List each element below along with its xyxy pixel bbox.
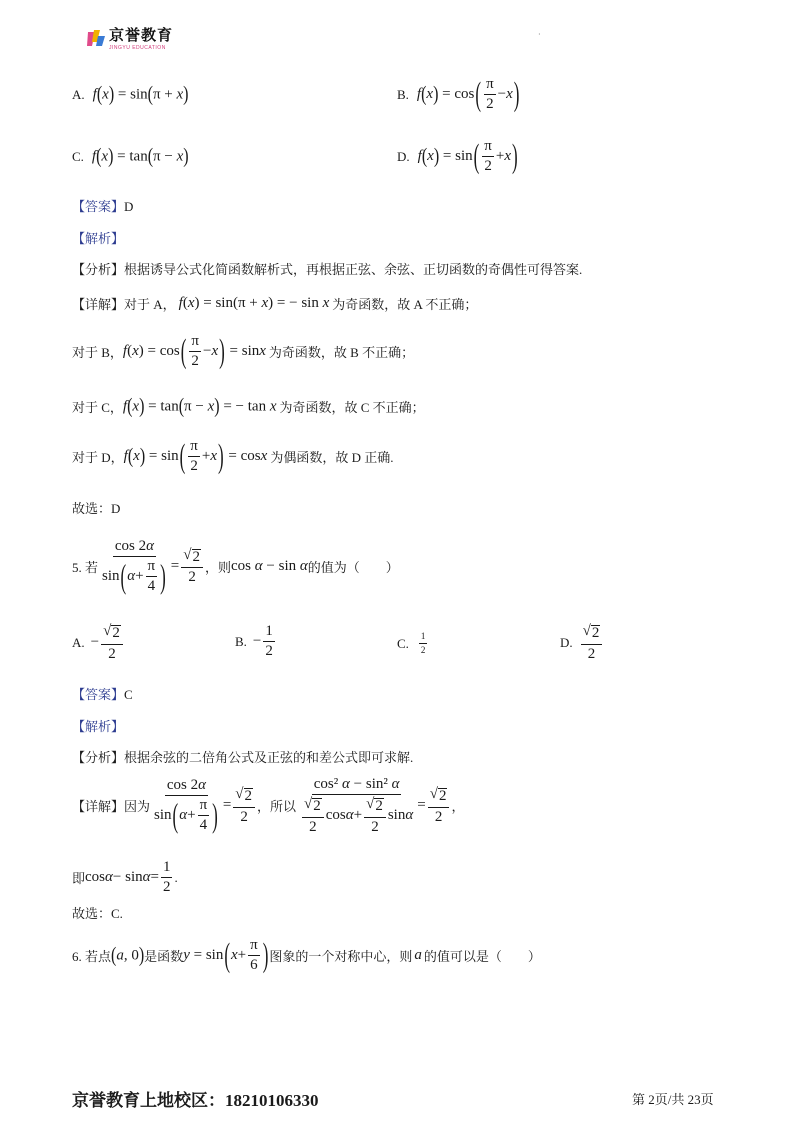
q4-option-a: A. f(x) = sin(π + x)	[72, 82, 189, 106]
page-number: 第 2页/共 23页	[632, 1092, 714, 1107]
q5-result: 即 cos α − sin α = $\frac{1}{2}$ .	[72, 859, 178, 895]
q4-option-d: D. f ( x ) = sin ( $\frac{\pi}{2}$ + x )	[397, 136, 518, 175]
q4-conclusion: 故选：D	[72, 501, 121, 516]
q4-option-c: C. f(x) = tan(π − x)	[72, 144, 189, 168]
q5-stem: 5. 若 cos 2α sin ( α + $\frac{\pi}{4}$ ) = √ 2 2 ，则 cos α − sin α 的值为（ ）	[72, 538, 399, 596]
q5-option-a: A. − √ 2 2	[72, 624, 125, 662]
logo-text: 京誉教育	[109, 27, 174, 44]
q5-analysis-tag: 【解析】	[72, 719, 125, 734]
q5-option-c: C. $\frac{1}{2}$	[397, 631, 426, 655]
header-dot: ·	[538, 30, 541, 39]
q4-option-b: B. f ( x ) = cos ( $\frac{\pi}{2}$ − x )	[397, 74, 520, 113]
q4-fenxi: 【分析】根据诱导公式化简函数解析式，再根据正弦、余弦、正切函数的奇偶性可得答案.	[72, 262, 583, 277]
q4-detail-a: 【详解】 对于 A， f(x) = sin(π + x) = − sin x 为奇函数，故 A 不正确；	[72, 295, 478, 312]
q5-option-d: D. √ 2 2	[560, 624, 604, 662]
logo-subtitle: JINGYU EDUCATION	[109, 45, 166, 51]
logo-icon	[86, 28, 106, 48]
q5-detail: 【详解】 因为 cos 2α sin ( α + $\frac{\pi}{4}$ ) = √ 2 2 ，所以 cos² α − sin² α √ 2 2 cos α + √ 2 2 sin α = √ 2 2 ，	[72, 776, 465, 835]
q5-option-b: B. − $\frac{1}{2}$	[235, 623, 273, 659]
q4-answer: 【答案】D	[72, 199, 134, 214]
q4-detail-d: 对于 D， f ( x ) = sin ( $\frac{\pi}{2}$ + x ) = cos x 为偶函数，故 D 正确.	[72, 436, 394, 475]
q4-detail-c: 对于 C， f(x) = tan(π − x) = − tan x 为奇函数，故 C 不正确；	[72, 394, 425, 418]
q5-fenxi: 【分析】根据余弦的二倍角公式及正弦的和差公式即可求解.	[72, 750, 414, 765]
q5-conclusion: 故选：C.	[72, 906, 123, 921]
q5-answer: 【答案】C	[72, 687, 133, 702]
brand-logo	[86, 24, 173, 51]
q4-analysis-tag: 【解析】	[72, 231, 125, 246]
q4-detail-b: 对于 B， f ( x ) = cos ( $\frac{\pi}{2}$ − x ) = sin x 为奇函数，故 B 不正确；	[72, 331, 415, 370]
q6-stem: 6. 若点 (a, 0) 是函数 y = sin ( x + $\frac{\pi}{6}$ ) 图象的一个对称中心，则 a 的值可以是（ ）	[72, 935, 541, 974]
footer-contact: 京誉教育上地校区：18210106330	[72, 1091, 319, 1110]
